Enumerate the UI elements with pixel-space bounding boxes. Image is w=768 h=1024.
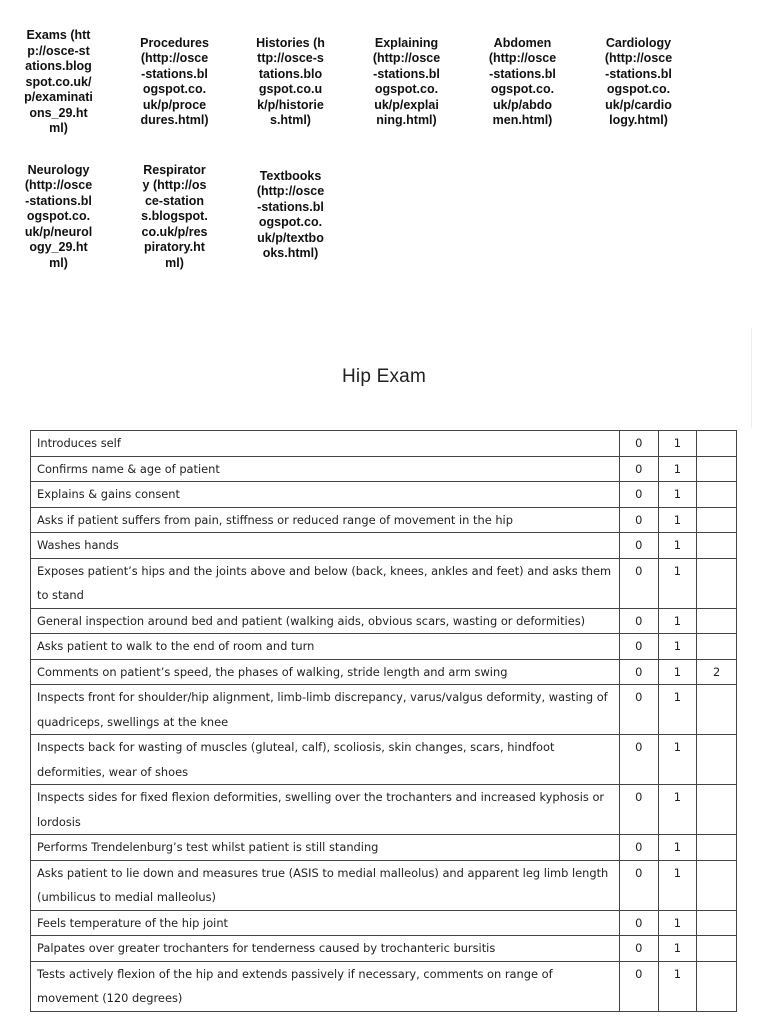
checklist-item: Confirms name & age of patient <box>31 456 620 482</box>
score-0-cell: 0 <box>619 533 658 559</box>
nav-link-textbooks[interactable]: Textbooks (http://osce-stations.blogspot.co.uk/p/textbooks.html) <box>256 168 325 260</box>
score-0-cell: 0 <box>619 785 658 835</box>
table-row <box>31 659 737 685</box>
score-1-cell: 1 <box>658 785 697 835</box>
score-1-cell: 1 <box>658 634 697 660</box>
score-0-cell: 0 <box>619 482 658 508</box>
score-2-cell <box>697 735 737 785</box>
score-1-cell: 1 <box>658 910 697 936</box>
checklist-item: Inspects back for wasting of muscles (gluteal, calf), scoliosis, skin changes, scars, hindfoot deformities, wear of shoes <box>31 735 620 785</box>
table-row <box>31 936 737 962</box>
score-0-cell: 0 <box>619 835 658 861</box>
score-0-cell: 0 <box>619 634 658 660</box>
checklist-item: Tests actively flexion of the hip and extends passively if necessary, comments on range of movement (120 degrees) <box>31 961 620 1011</box>
nav-link-histories[interactable]: Histories (http://osce-stations.blogspot.co.uk/p/histories.html) <box>256 35 325 128</box>
table-row <box>31 785 737 835</box>
nav-link-abdomen[interactable]: Abdomen (http://osce-stations.blogspot.co.uk/p/abdomen.html) <box>488 35 557 128</box>
checklist-item: Comments on patient’s speed, the phases of walking, stride length and arm swing <box>31 659 620 685</box>
score-2-cell <box>697 608 737 634</box>
score-2-cell <box>697 860 737 910</box>
page-title: Hip Exam <box>342 366 426 387</box>
score-0-cell: 0 <box>619 735 658 785</box>
score-0-cell: 0 <box>619 431 658 457</box>
nav-row <box>24 163 724 272</box>
checklist-item: Explains & gains consent <box>31 482 620 508</box>
score-2-cell <box>697 482 737 508</box>
checklist-body <box>31 431 737 1012</box>
score-2-cell <box>697 507 737 533</box>
score-1-cell: 1 <box>658 482 697 508</box>
score-1-cell: 1 <box>658 685 697 735</box>
score-0-cell: 0 <box>619 558 658 608</box>
score-1-cell: 1 <box>658 659 697 685</box>
table-row <box>31 608 737 634</box>
top-navigation <box>24 28 724 297</box>
table-row <box>31 507 737 533</box>
checklist-item: Asks if patient suffers from pain, stiffness or reduced range of movement in the hip <box>31 507 620 533</box>
checklist-item: General inspection around bed and patient (walking aids, obvious scars, wasting or deformities) <box>31 608 620 634</box>
score-1-cell: 1 <box>658 835 697 861</box>
table-row <box>31 860 737 910</box>
table-row <box>31 456 737 482</box>
score-1-cell: 1 <box>658 431 697 457</box>
score-0-cell: 0 <box>619 608 658 634</box>
nav-link-exams[interactable]: Exams (http://osce-stations.blogspot.co.uk/p/examinations_29.html) <box>24 28 93 135</box>
table-row <box>31 910 737 936</box>
checklist-item: Inspects front for shoulder/hip alignment, limb-limb discrepancy, varus/valgus deformity, wasting of quadriceps, swellings at the knee <box>31 685 620 735</box>
checklist-item: Asks patient to walk to the end of room and turn <box>31 634 620 660</box>
score-0-cell: 0 <box>619 961 658 1011</box>
score-2-cell <box>697 785 737 835</box>
table-row <box>31 961 737 1011</box>
score-1-cell: 1 <box>658 507 697 533</box>
score-2-cell <box>697 961 737 1011</box>
score-0-cell: 0 <box>619 910 658 936</box>
score-0-cell: 0 <box>619 507 658 533</box>
score-1-cell: 1 <box>658 936 697 962</box>
score-2-cell: 2 <box>697 659 737 685</box>
score-1-cell: 1 <box>658 558 697 608</box>
score-2-cell <box>697 533 737 559</box>
table-row <box>31 685 737 735</box>
score-0-cell: 0 <box>619 456 658 482</box>
checklist-item: Inspects sides for fixed flexion deformities, swelling over the trochanters and increased kyphosis or lordosis <box>31 785 620 835</box>
checklist-item: Washes hands <box>31 533 620 559</box>
nav-link-cardiology[interactable]: Cardiology (http://osce-stations.blogspot.co.uk/p/cardiology.html) <box>604 35 673 128</box>
score-2-cell <box>697 456 737 482</box>
checklist-item: Performs Trendelenburg’s test whilst patient is still standing <box>31 835 620 861</box>
score-0-cell: 0 <box>619 659 658 685</box>
table-row <box>31 634 737 660</box>
score-1-cell: 1 <box>658 860 697 910</box>
score-1-cell: 1 <box>658 608 697 634</box>
checklist-item: Feels temperature of the hip joint <box>31 910 620 936</box>
score-0-cell: 0 <box>619 860 658 910</box>
score-2-cell <box>697 835 737 861</box>
score-0-cell: 0 <box>619 685 658 735</box>
score-2-cell <box>697 634 737 660</box>
score-1-cell: 1 <box>658 456 697 482</box>
score-2-cell <box>697 910 737 936</box>
checklist-item: Palpates over greater trochanters for tenderness caused by trochanteric bursitis <box>31 936 620 962</box>
table-row <box>31 533 737 559</box>
table-row <box>31 482 737 508</box>
hip-exam-checklist <box>30 430 737 1012</box>
nav-link-procedures[interactable]: Procedures (http://osce-stations.blogspot.co.uk/p/procedures.html) <box>140 35 209 128</box>
score-1-cell: 1 <box>658 533 697 559</box>
nav-link-neurology[interactable]: Neurology (http://osce-stations.blogspot.co.uk/p/neurology_29.html) <box>24 162 93 270</box>
nav-link-explaining[interactable]: Explaining (http://osce-stations.blogspot.co.uk/p/explaining.html) <box>372 35 441 128</box>
score-1-cell: 1 <box>658 961 697 1011</box>
table-row <box>31 431 737 457</box>
nav-link-respiratory[interactable]: Respiratory (http://osce-stations.blogspot.co.uk/p/respiratory.html) <box>141 162 208 270</box>
score-0-cell: 0 <box>619 936 658 962</box>
checklist-item: Introduces self <box>31 431 620 457</box>
score-2-cell <box>697 685 737 735</box>
score-1-cell: 1 <box>658 735 697 785</box>
score-2-cell <box>697 558 737 608</box>
table-row <box>31 835 737 861</box>
table-row <box>31 735 737 785</box>
checklist-item: Exposes patient’s hips and the joints above and below (back, knees, ankles and feet) and asks them to stand <box>31 558 620 608</box>
score-2-cell <box>697 936 737 962</box>
nav-row <box>24 28 724 137</box>
table-row <box>31 558 737 608</box>
score-2-cell <box>697 431 737 457</box>
checklist-item: Asks patient to lie down and measures true (ASIS to medial malleolus) and apparent leg limb length (umbilicus to medial malleolus) <box>31 860 620 910</box>
